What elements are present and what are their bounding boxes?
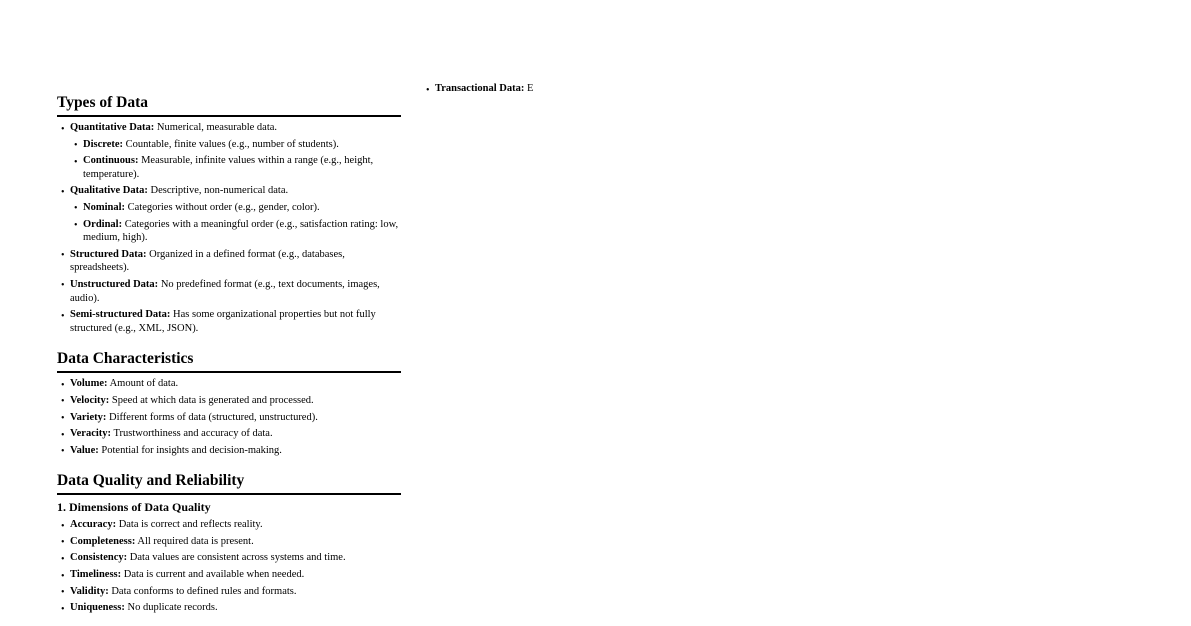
list-item <box>57 568 401 582</box>
list-item <box>57 551 401 565</box>
list-item <box>70 218 401 245</box>
list-item <box>70 154 401 181</box>
term-desc: No duplicate records. <box>127 602 218 614</box>
list-item <box>70 138 401 152</box>
section-rule <box>57 115 401 117</box>
content-column-right <box>422 82 766 99</box>
section-title: Data Characteristics <box>57 350 194 368</box>
term-label: Velocity: <box>70 394 110 406</box>
term-label: Ordinal: <box>83 218 123 230</box>
term-label: Timeliness: <box>70 569 122 581</box>
term-label: Discrete: <box>83 138 124 150</box>
term-label: Structured Data: <box>70 248 147 260</box>
list-item <box>57 394 401 408</box>
definition-list-continued <box>422 82 766 96</box>
term-desc: Different forms of data (structured, unstructured). <box>108 411 318 423</box>
term-desc: Data values are consistent across systems and time. <box>129 552 346 564</box>
list-item <box>57 535 401 549</box>
section-rule <box>57 493 401 495</box>
term-label: Continuous: <box>83 155 139 167</box>
term-desc: Speed at which data is generated and processed. <box>111 394 314 406</box>
term-desc: Amount of data. <box>109 378 179 390</box>
list-item <box>57 427 401 441</box>
term-desc: Numerical, measurable data. <box>156 122 278 133</box>
term-desc: Data conforms to defined rules and formats. <box>111 585 297 597</box>
definition-list <box>57 377 401 457</box>
term-label: Consistency: <box>70 552 128 564</box>
term-desc: Categories without order (e.g., gender, color). <box>127 201 320 213</box>
term-label: Variety: <box>70 411 107 423</box>
sub-list <box>70 138 401 182</box>
definition-list <box>57 518 401 615</box>
list-item <box>57 248 401 275</box>
definition-list <box>57 121 401 335</box>
list-item <box>57 585 401 599</box>
term-label: Validity: <box>70 585 109 597</box>
list-item <box>57 411 401 425</box>
term-desc: Data is current and available when needed. <box>123 569 305 581</box>
list-item <box>57 278 401 305</box>
term-label: Value: <box>70 444 99 456</box>
term-desc: Data is correct and reflects reality. <box>118 519 263 531</box>
list-item <box>70 201 401 215</box>
section-title: Data Quality and Reliability <box>57 472 245 490</box>
section-rule <box>57 371 401 373</box>
term-label: Transactional Data: <box>435 83 525 94</box>
term-desc: Trustworthiness and accuracy of data. <box>113 428 273 440</box>
list-item <box>57 377 401 391</box>
term-label: Volume: <box>70 378 108 390</box>
term-label: Nominal: <box>83 201 125 213</box>
sub-list <box>70 201 401 245</box>
term-label: Completeness: <box>70 535 136 547</box>
section-data-quality <box>57 472 401 615</box>
list-item <box>57 121 401 181</box>
term-desc: Countable, finite values (e.g., number of students). <box>125 138 339 150</box>
list-item <box>57 601 401 615</box>
term-label: Semi-structured Data: <box>70 309 171 321</box>
section-types-of-data <box>57 94 401 335</box>
sub-heading: 1. Dimensions of Data Quality <box>57 500 211 515</box>
list-item <box>57 308 401 335</box>
term-desc: Descriptive, non-numerical data. <box>150 185 289 197</box>
term-desc: All required data is present. <box>137 535 254 547</box>
term-desc: Organized in a defined format (e.g., databases, spreadsheets). <box>70 248 345 274</box>
term-desc: Has some organizational properties but not fully structured (e.g., XML, JSON). <box>70 309 376 334</box>
term-desc: Categories with a meaningful order (e.g., satisfaction rating: low, medium, high). <box>83 218 399 244</box>
term-desc: Measurable, infinite values within a range (e.g., height, temperature). <box>83 155 374 180</box>
term-label: Qualitative Data: <box>70 185 148 197</box>
term-desc: No predefined format (e.g., text documents, images, audio). <box>70 278 380 304</box>
term-label: Unstructured Data: <box>70 278 159 290</box>
content-column-left <box>57 82 401 618</box>
term-desc: E <box>526 83 534 94</box>
term-label: Quantitative Data: <box>70 122 155 133</box>
list-item <box>57 444 401 458</box>
section-data-characteristics <box>57 350 401 457</box>
list-item <box>422 82 766 96</box>
term-label: Veracity: <box>70 428 112 440</box>
term-label: Accuracy: <box>70 519 117 531</box>
section-title: Types of Data <box>57 94 148 111</box>
term-label: Uniqueness: <box>70 602 125 614</box>
list-item <box>57 184 401 244</box>
term-desc: Potential for insights and decision-making. <box>101 444 282 456</box>
list-item <box>57 518 401 532</box>
